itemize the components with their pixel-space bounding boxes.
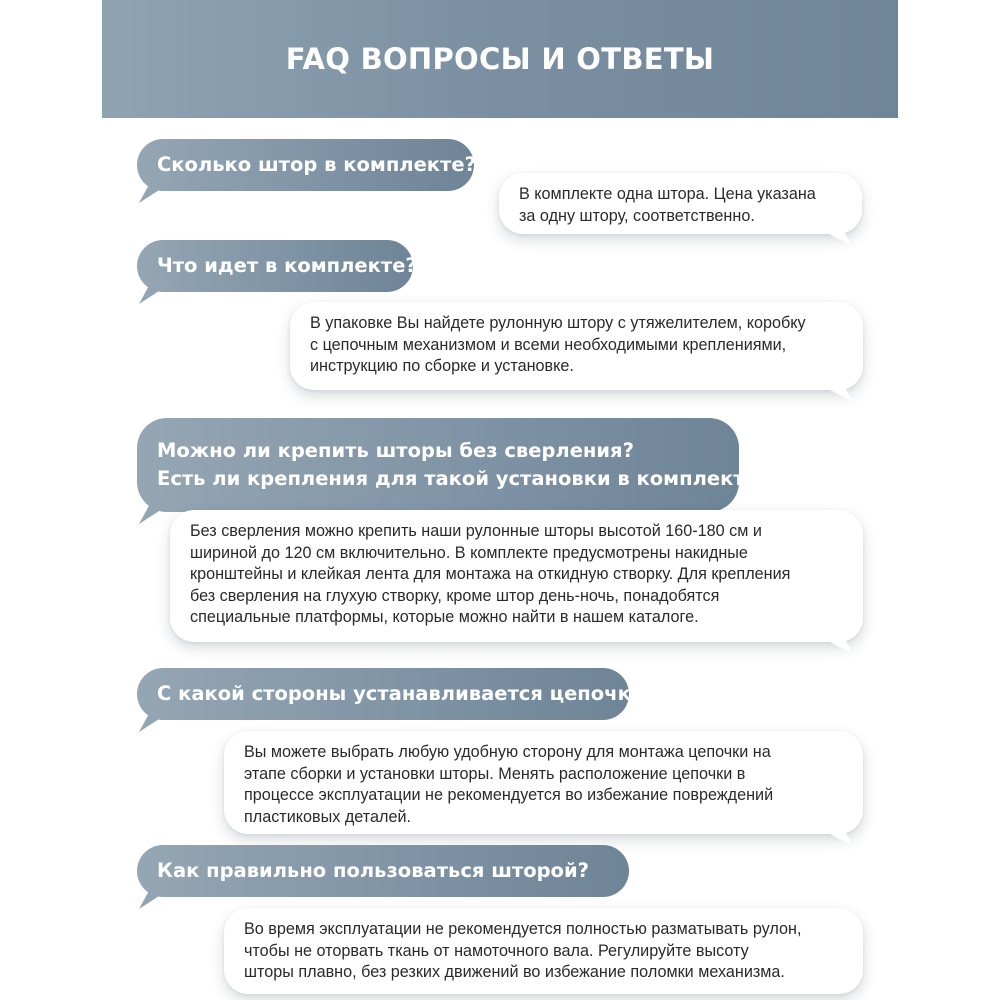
faq-question-text: Сколько штор в комплекте? (157, 153, 476, 177)
faq-answer-text: Во время эксплуатации не рекомендуется полностью разматывать рулон, чтобы не оторвать ткань от намоточного вала. Регулируйте высоту шторы плавно, без резких движений во избежание поломки механизма. (244, 920, 802, 981)
faq-question-4 (137, 668, 656, 720)
faq-answer-2 (290, 302, 863, 390)
speech-tail-icon (137, 887, 177, 911)
speech-tail-icon (810, 224, 854, 248)
speech-tail-icon (811, 824, 855, 848)
faq-question-5 (137, 845, 629, 897)
faq-question-2 (137, 240, 417, 292)
page-header (102, 0, 898, 118)
faq-answer-1 (499, 173, 862, 234)
faq-answer-text: В комплекте одна штора. Цена указана за одну штору, соответственно. (519, 185, 816, 225)
faq-answer-text: Вы можете выбрать любую удобную сторону для монтажа цепочки на этапе сборки и установки шторы. Менять расположение цепочки в процессе эксплуатации не рекомендуется во избежание повреждений пластиковых деталей. (244, 743, 774, 826)
faq-answer-5 (224, 908, 863, 994)
speech-tail-icon (137, 181, 177, 205)
faq-answer-3 (170, 510, 863, 642)
faq-question-text: Что идет в комплекте? (157, 254, 417, 278)
faq-answer-4 (224, 731, 863, 834)
faq-question-1 (137, 139, 474, 191)
faq-answer-text: Без сверления можно крепить наши рулонные шторы высотой 160-180 см и шириной до 120 см включительно. В комплекте предусмотрены накидные кронштейны и клейкая лента для монтажа на откидную створку. Для крепления без сверления на глухую створку, кроме штор день-ночь, понадобятся специальные платформы, которые можно найти в нашем каталоге. (190, 522, 791, 626)
faq-question-line: Можно ли крепить шторы без сверления? (157, 439, 634, 463)
faq-question-text: С какой стороны устанавливается цепочка? (157, 682, 656, 706)
faq-question-text: Как правильно пользоваться шторой? (157, 859, 589, 883)
faq-answer-text: В упаковке Вы найдете рулонную штору с утяжелителем, коробку с цепочным механизмом и всеми необходимыми креплениями, инструкцию по сборке и установке. (310, 314, 806, 375)
speech-tail-icon (137, 502, 177, 526)
speech-tail-icon (137, 710, 177, 734)
speech-tail-icon (137, 282, 177, 306)
page-title: FAQ ВОПРОСЫ И ОТВЕТЫ (285, 42, 715, 76)
speech-tail-icon (811, 632, 855, 656)
faq-question-3 (137, 418, 770, 512)
speech-tail-icon (811, 380, 855, 404)
faq-question-line: Есть ли крепления для такой установки в комплекте? (157, 467, 770, 490)
